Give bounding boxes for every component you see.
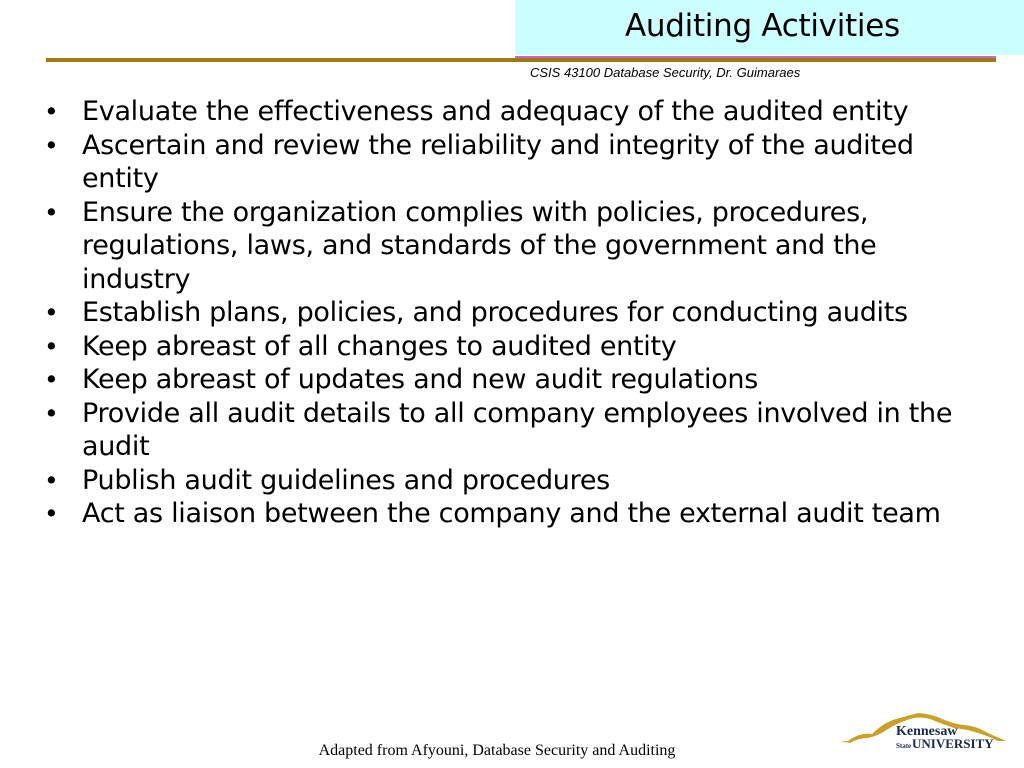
bullet-icon: • (44, 465, 59, 495)
bullet-item (44, 330, 989, 364)
bullet-item (44, 95, 989, 129)
university-logo (838, 708, 1008, 756)
bullet-text: Ensure the organization complies with policies, procedures, regulations, laws, and standards of the government and the industry (82, 196, 877, 295)
bullet-text: Keep abreast of updates and new audit regulations (82, 364, 759, 395)
bullet-text: Act as liaison between the company and the external audit team (82, 498, 941, 529)
bullet-text: Evaluate the effectiveness and adequacy of the audited entity (82, 96, 909, 127)
bullet-text: Publish audit guidelines and procedures (82, 464, 610, 496)
logo-line-kennesaw: Kennesaw (896, 724, 958, 739)
bullet-text: Ascertain and review the reliability and integrity of the audited entity (82, 129, 914, 194)
bullet-text: Establish plans, policies, and procedures for conducting audits (82, 297, 908, 328)
bullet-icon: • (44, 365, 59, 394)
logo-line-state: State (896, 742, 912, 750)
bullet-item (44, 397, 989, 464)
bullet-item (44, 464, 989, 498)
bullet-icon: • (44, 97, 59, 126)
header-rule (46, 58, 996, 62)
bullet-icon: • (44, 398, 59, 428)
bullet-item (44, 296, 989, 330)
bullet-item (44, 497, 989, 531)
bullet-text: Keep abreast of all changes to audited entity (82, 330, 677, 362)
bullet-item (44, 196, 989, 297)
bullet-icon: • (44, 298, 59, 327)
bullet-icon: • (44, 130, 59, 160)
bullet-list (44, 95, 989, 531)
bullet-text: Provide all audit details to all company employees involved in the audit (82, 397, 953, 462)
bullet-icon: • (44, 499, 59, 528)
bullet-item (44, 363, 989, 397)
footer-citation: Adapted from Afyouni, Database Security and Auditing (318, 742, 676, 759)
logo-line-university: UNIVERSITY (912, 736, 994, 751)
bullet-icon: • (44, 197, 59, 227)
bullet-icon: • (44, 331, 59, 361)
bullet-item (44, 129, 989, 196)
slide-title: Auditing Activities (625, 8, 900, 44)
course-label: CSIS 43100 Database Security, Dr. Guimaraes (530, 65, 801, 80)
